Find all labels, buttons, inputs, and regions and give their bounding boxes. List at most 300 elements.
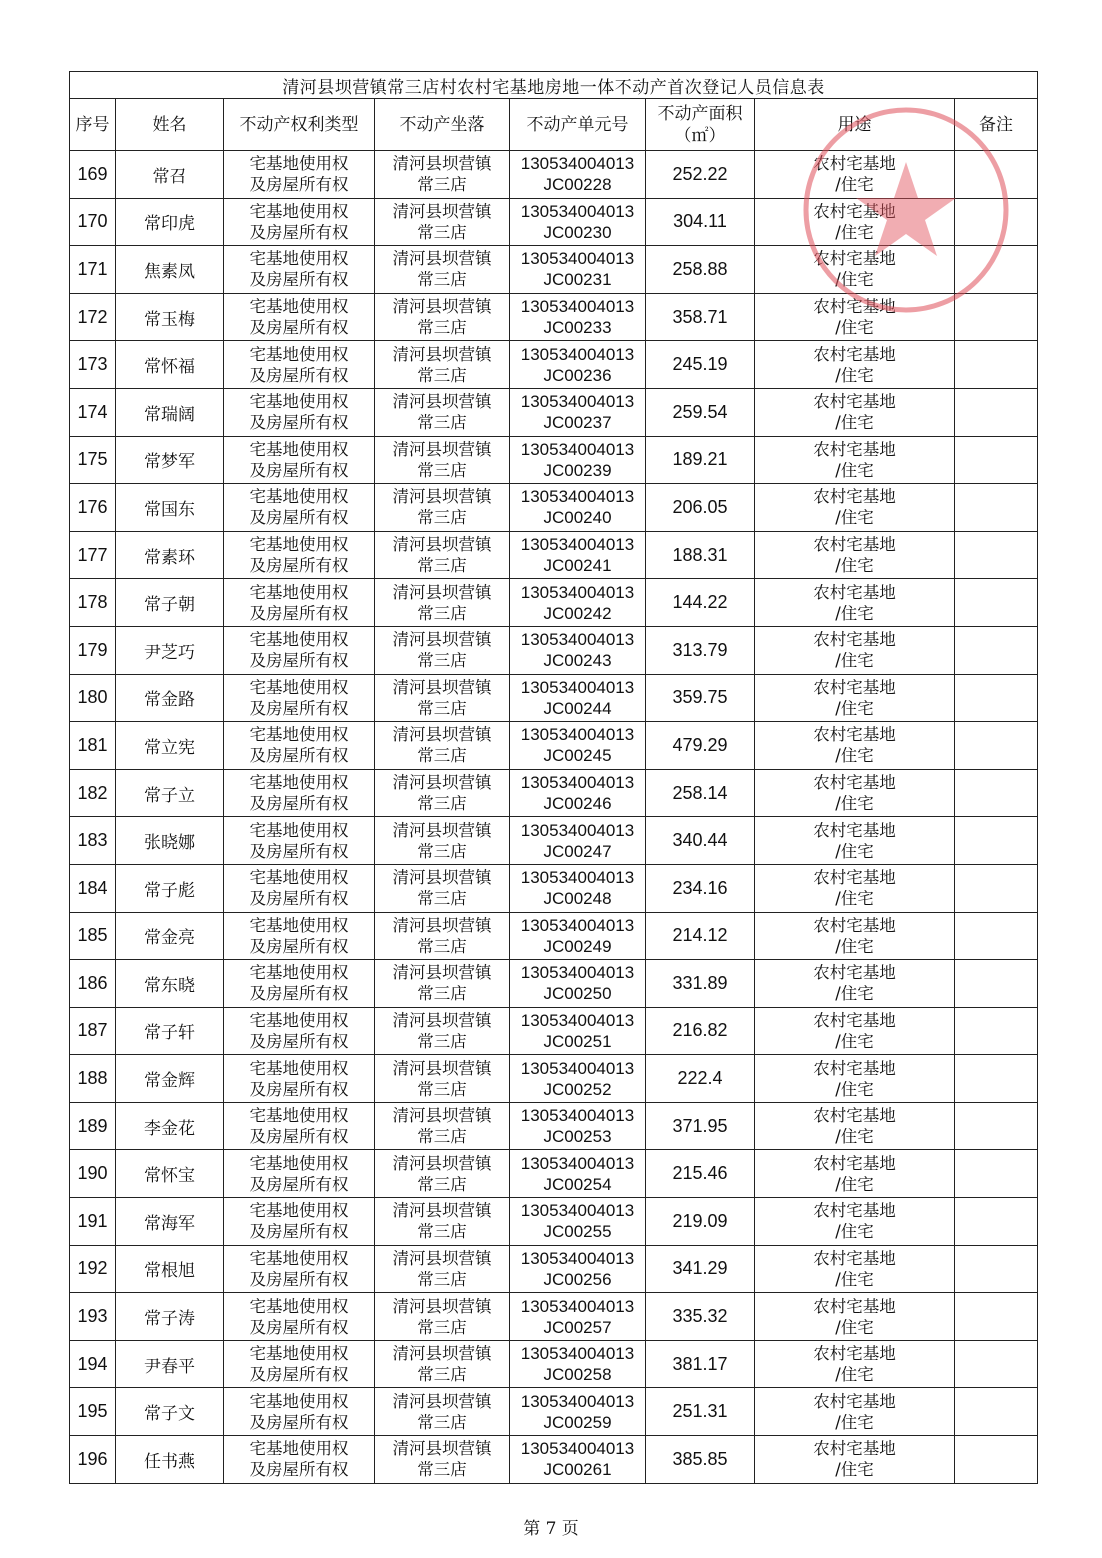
use-line2: /住宅 <box>835 1031 874 1051</box>
header-name: 姓名 <box>116 99 224 151</box>
cell-area: 219.09 <box>646 1198 755 1246</box>
location-line1: 清河县坝营镇 <box>392 439 492 459</box>
cell-seq: 178 <box>70 579 116 627</box>
cell-unit-no <box>510 293 646 341</box>
cell-location <box>375 246 510 294</box>
cell-name: 常瑞阔 <box>116 388 224 436</box>
cell-remark <box>955 1055 1038 1103</box>
cell-unit-no <box>510 1150 646 1198</box>
cell-unit-no <box>510 960 646 1008</box>
right-type-line2: 及房屋所有权 <box>249 365 349 385</box>
location-line2: 常三店 <box>417 841 467 861</box>
right-type-line1: 宅基地使用权 <box>249 915 349 935</box>
cell-seq: 181 <box>70 722 116 770</box>
cell-area: 206.05 <box>646 484 755 532</box>
use-line2: /住宅 <box>835 413 874 433</box>
unit-no-line1: 130534004013 <box>520 1296 635 1316</box>
cell-area: 245.19 <box>646 341 755 389</box>
use-line1: 农村宅基地 <box>813 487 896 507</box>
cell-seq: 192 <box>70 1245 116 1293</box>
cell-unit-no <box>510 1102 646 1150</box>
unit-no-line2: JC00242 <box>543 603 612 623</box>
cell-unit-no <box>510 864 646 912</box>
location-line1: 清河县坝营镇 <box>392 1106 492 1126</box>
cell-use <box>755 722 955 770</box>
location-line2: 常三店 <box>417 318 467 338</box>
cell-area: 313.79 <box>646 626 755 674</box>
cell-seq: 173 <box>70 341 116 389</box>
use-line1: 农村宅基地 <box>813 725 896 745</box>
unit-no-line2: JC00255 <box>543 1222 612 1242</box>
location-line1: 清河县坝营镇 <box>392 820 492 840</box>
cell-location <box>375 1245 510 1293</box>
cell-area: 371.95 <box>646 1102 755 1150</box>
cell-name: 尹芝巧 <box>116 626 224 674</box>
cell-use <box>755 1102 955 1150</box>
cell-right-type <box>224 1245 375 1293</box>
cell-name: 常素环 <box>116 531 224 579</box>
cell-seq: 171 <box>70 246 116 294</box>
table-row <box>70 341 1038 389</box>
right-type-line2: 及房屋所有权 <box>249 413 349 433</box>
use-line2: /住宅 <box>835 841 874 861</box>
right-type-line1: 宅基地使用权 <box>249 1201 349 1221</box>
cell-area: 258.88 <box>646 246 755 294</box>
cell-use <box>755 626 955 674</box>
right-type-line1: 宅基地使用权 <box>249 249 349 269</box>
use-line2: /住宅 <box>835 889 874 909</box>
cell-seq: 195 <box>70 1388 116 1436</box>
right-type-line1: 宅基地使用权 <box>249 1058 349 1078</box>
cell-area: 214.12 <box>646 912 755 960</box>
right-type-line1: 宅基地使用权 <box>249 439 349 459</box>
use-line1: 农村宅基地 <box>813 439 896 459</box>
cell-name: 常怀宝 <box>116 1150 224 1198</box>
cell-unit-no <box>510 817 646 865</box>
location-line1: 清河县坝营镇 <box>392 1058 492 1078</box>
right-type-line2: 及房屋所有权 <box>249 984 349 1004</box>
location-line2: 常三店 <box>417 936 467 956</box>
unit-no-line1: 130534004013 <box>520 249 635 269</box>
location-line2: 常三店 <box>417 460 467 480</box>
unit-no-line1: 130534004013 <box>520 344 635 364</box>
location-line2: 常三店 <box>417 794 467 814</box>
cell-location <box>375 1007 510 1055</box>
cell-area: 335.32 <box>646 1293 755 1341</box>
cell-unit-no <box>510 388 646 436</box>
cell-name: 常子彪 <box>116 864 224 912</box>
table-row <box>70 246 1038 294</box>
table-row <box>70 1436 1038 1484</box>
table-row <box>70 674 1038 722</box>
cell-use <box>755 960 955 1008</box>
right-type-line2: 及房屋所有权 <box>249 1222 349 1242</box>
right-type-line2: 及房屋所有权 <box>249 1079 349 1099</box>
cell-area: 144.22 <box>646 579 755 627</box>
right-type-line2: 及房屋所有权 <box>249 1365 349 1385</box>
right-type-line1: 宅基地使用权 <box>249 1296 349 1316</box>
cell-location <box>375 1150 510 1198</box>
right-type-line1: 宅基地使用权 <box>249 1248 349 1268</box>
right-type-line1: 宅基地使用权 <box>249 201 349 221</box>
cell-area: 222.4 <box>646 1055 755 1103</box>
cell-remark <box>955 531 1038 579</box>
cell-remark <box>955 1340 1038 1388</box>
use-line1: 农村宅基地 <box>813 773 896 793</box>
cell-name: 常国东 <box>116 484 224 532</box>
right-type-line2: 及房屋所有权 <box>249 222 349 242</box>
unit-no-line2: JC00253 <box>543 1127 612 1147</box>
use-line2: /住宅 <box>835 1460 874 1480</box>
cell-right-type <box>224 674 375 722</box>
header-use: 用途 <box>755 99 955 151</box>
unit-no-line2: JC00250 <box>543 984 612 1004</box>
cell-right-type <box>224 388 375 436</box>
right-type-line1: 宅基地使用权 <box>249 725 349 745</box>
location-line2: 常三店 <box>417 508 467 528</box>
cell-right-type <box>224 960 375 1008</box>
use-line2: /住宅 <box>835 1412 874 1432</box>
cell-name: 李金花 <box>116 1102 224 1150</box>
unit-no-line2: JC00239 <box>543 460 612 480</box>
cell-seq: 174 <box>70 388 116 436</box>
cell-right-type <box>224 484 375 532</box>
unit-no-line2: JC00261 <box>543 1460 612 1480</box>
unit-no-line2: JC00228 <box>543 175 612 195</box>
cell-use <box>755 864 955 912</box>
cell-remark <box>955 341 1038 389</box>
location-line2: 常三店 <box>417 1460 467 1480</box>
table-row <box>70 436 1038 484</box>
use-line1: 农村宅基地 <box>813 535 896 555</box>
right-type-line1: 宅基地使用权 <box>249 630 349 650</box>
cell-remark <box>955 1198 1038 1246</box>
cell-unit-no <box>510 151 646 199</box>
cell-location <box>375 436 510 484</box>
location-line2: 常三店 <box>417 222 467 242</box>
cell-remark <box>955 1007 1038 1055</box>
location-line2: 常三店 <box>417 651 467 671</box>
cell-right-type <box>224 1055 375 1103</box>
unit-no-line2: JC00248 <box>543 889 612 909</box>
unit-no-line2: JC00240 <box>543 508 612 528</box>
cell-use <box>755 198 955 246</box>
use-line2: /住宅 <box>835 556 874 576</box>
cell-remark <box>955 579 1038 627</box>
cell-right-type <box>224 1102 375 1150</box>
table-row <box>70 198 1038 246</box>
use-line2: /住宅 <box>835 460 874 480</box>
right-type-line2: 及房屋所有权 <box>249 175 349 195</box>
cell-name: 常东晓 <box>116 960 224 1008</box>
cell-area: 358.71 <box>646 293 755 341</box>
location-line1: 清河县坝营镇 <box>392 630 492 650</box>
unit-no-line1: 130534004013 <box>520 1058 635 1078</box>
cell-seq: 170 <box>70 198 116 246</box>
cell-area: 188.31 <box>646 531 755 579</box>
location-line1: 清河县坝营镇 <box>392 1201 492 1221</box>
cell-unit-no <box>510 674 646 722</box>
unit-no-line2: JC00241 <box>543 556 612 576</box>
cell-unit-no <box>510 1245 646 1293</box>
use-line1: 农村宅基地 <box>813 344 896 364</box>
use-line2: /住宅 <box>835 746 874 766</box>
location-line2: 常三店 <box>417 175 467 195</box>
location-line1: 清河县坝营镇 <box>392 1344 492 1364</box>
location-line1: 清河县坝营镇 <box>392 1391 492 1411</box>
cell-remark <box>955 1388 1038 1436</box>
location-line2: 常三店 <box>417 413 467 433</box>
right-type-line2: 及房屋所有权 <box>249 1317 349 1337</box>
cell-right-type <box>224 436 375 484</box>
use-line1: 农村宅基地 <box>813 915 896 935</box>
cell-right-type <box>224 1340 375 1388</box>
cell-use <box>755 388 955 436</box>
right-type-line2: 及房屋所有权 <box>249 508 349 528</box>
right-type-line1: 宅基地使用权 <box>249 1106 349 1126</box>
right-type-line1: 宅基地使用权 <box>249 820 349 840</box>
table-row <box>70 1388 1038 1436</box>
table-row <box>70 484 1038 532</box>
cell-seq: 175 <box>70 436 116 484</box>
unit-no-line2: JC00245 <box>543 746 612 766</box>
cell-remark <box>955 960 1038 1008</box>
unit-no-line1: 130534004013 <box>520 487 635 507</box>
unit-no-line1: 130534004013 <box>520 820 635 840</box>
location-line2: 常三店 <box>417 698 467 718</box>
cell-name: 任书燕 <box>116 1436 224 1484</box>
use-line2: /住宅 <box>835 651 874 671</box>
cell-remark <box>955 1150 1038 1198</box>
cell-remark <box>955 674 1038 722</box>
cell-right-type <box>224 912 375 960</box>
right-type-line1: 宅基地使用权 <box>249 154 349 174</box>
use-line1: 农村宅基地 <box>813 249 896 269</box>
cell-right-type <box>224 341 375 389</box>
cell-seq: 194 <box>70 1340 116 1388</box>
unit-no-line2: JC00243 <box>543 651 612 671</box>
cell-use <box>755 484 955 532</box>
location-line1: 清河县坝营镇 <box>392 963 492 983</box>
location-line2: 常三店 <box>417 1031 467 1051</box>
cell-name: 常梦军 <box>116 436 224 484</box>
use-line1: 农村宅基地 <box>813 1010 896 1030</box>
table-title: 清河县坝营镇常三店村农村宅基地房地一体不动产首次登记人员信息表 <box>70 72 1038 99</box>
use-line1: 农村宅基地 <box>813 868 896 888</box>
cell-area: 331.89 <box>646 960 755 1008</box>
location-line1: 清河县坝营镇 <box>392 773 492 793</box>
cell-location <box>375 579 510 627</box>
use-line1: 农村宅基地 <box>813 1248 896 1268</box>
unit-no-line2: JC00254 <box>543 1174 612 1194</box>
table-row <box>70 722 1038 770</box>
use-line1: 农村宅基地 <box>813 1153 896 1173</box>
cell-use <box>755 1150 955 1198</box>
cell-right-type <box>224 151 375 199</box>
cell-area: 385.85 <box>646 1436 755 1484</box>
cell-use <box>755 531 955 579</box>
location-line2: 常三店 <box>417 1127 467 1147</box>
cell-location <box>375 912 510 960</box>
unit-no-line1: 130534004013 <box>520 1153 635 1173</box>
location-line2: 常三店 <box>417 270 467 290</box>
use-line2: /住宅 <box>835 984 874 1004</box>
cell-area: 216.82 <box>646 1007 755 1055</box>
cell-name: 尹春平 <box>116 1340 224 1388</box>
right-type-line2: 及房屋所有权 <box>249 270 349 290</box>
cell-seq: 183 <box>70 817 116 865</box>
cell-use <box>755 817 955 865</box>
right-type-line2: 及房屋所有权 <box>249 651 349 671</box>
table-row <box>70 626 1038 674</box>
header-seq: 序号 <box>70 99 116 151</box>
cell-name: 常印虎 <box>116 198 224 246</box>
cell-seq: 190 <box>70 1150 116 1198</box>
header-row <box>70 99 1038 151</box>
unit-no-line2: JC00259 <box>543 1412 612 1432</box>
use-line1: 农村宅基地 <box>813 1106 896 1126</box>
cell-remark <box>955 1436 1038 1484</box>
location-line1: 清河县坝营镇 <box>392 154 492 174</box>
header-unit-no: 不动产单元号 <box>510 99 646 151</box>
cell-unit-no <box>510 626 646 674</box>
cell-use <box>755 436 955 484</box>
use-line1: 农村宅基地 <box>813 201 896 221</box>
cell-location <box>375 293 510 341</box>
location-line1: 清河县坝营镇 <box>392 535 492 555</box>
header-remark: 备注 <box>955 99 1038 151</box>
cell-seq: 189 <box>70 1102 116 1150</box>
right-type-line2: 及房屋所有权 <box>249 1174 349 1194</box>
right-type-line2: 及房屋所有权 <box>249 698 349 718</box>
cell-area: 479.29 <box>646 722 755 770</box>
cell-location <box>375 1102 510 1150</box>
cell-remark <box>955 1293 1038 1341</box>
right-type-line1: 宅基地使用权 <box>249 963 349 983</box>
cell-unit-no <box>510 246 646 294</box>
use-line1: 农村宅基地 <box>813 1344 896 1364</box>
right-type-line2: 及房屋所有权 <box>249 1127 349 1147</box>
use-line2: /住宅 <box>835 936 874 956</box>
cell-area: 215.46 <box>646 1150 755 1198</box>
use-line1: 农村宅基地 <box>813 297 896 317</box>
cell-use <box>755 579 955 627</box>
unit-no-line1: 130534004013 <box>520 963 635 983</box>
cell-location <box>375 1436 510 1484</box>
unit-no-line2: JC00230 <box>543 222 612 242</box>
cell-right-type <box>224 531 375 579</box>
use-line2: /住宅 <box>835 603 874 623</box>
location-line2: 常三店 <box>417 1079 467 1099</box>
cell-right-type <box>224 817 375 865</box>
right-type-line1: 宅基地使用权 <box>249 1344 349 1364</box>
cell-seq: 191 <box>70 1198 116 1246</box>
use-line1: 农村宅基地 <box>813 1439 896 1459</box>
cell-name: 常玉梅 <box>116 293 224 341</box>
cell-location <box>375 674 510 722</box>
right-type-line2: 及房屋所有权 <box>249 746 349 766</box>
cell-remark <box>955 864 1038 912</box>
cell-use <box>755 1436 955 1484</box>
right-type-line2: 及房屋所有权 <box>249 936 349 956</box>
cell-location <box>375 531 510 579</box>
location-line1: 清河县坝营镇 <box>392 392 492 412</box>
unit-no-line2: JC00246 <box>543 794 612 814</box>
unit-no-line1: 130534004013 <box>520 1391 635 1411</box>
unit-no-line1: 130534004013 <box>520 725 635 745</box>
unit-no-line1: 130534004013 <box>520 392 635 412</box>
cell-location <box>375 341 510 389</box>
location-line1: 清河县坝营镇 <box>392 1010 492 1030</box>
cell-right-type <box>224 293 375 341</box>
location-line1: 清河县坝营镇 <box>392 487 492 507</box>
right-type-line2: 及房屋所有权 <box>249 1412 349 1432</box>
cell-right-type <box>224 579 375 627</box>
table-row <box>70 1293 1038 1341</box>
cell-right-type <box>224 1388 375 1436</box>
cell-name: 常子朝 <box>116 579 224 627</box>
unit-no-line2: JC00244 <box>543 698 612 718</box>
cell-right-type <box>224 246 375 294</box>
cell-seq: 185 <box>70 912 116 960</box>
cell-location <box>375 722 510 770</box>
table-row <box>70 1055 1038 1103</box>
cell-unit-no <box>510 1293 646 1341</box>
cell-right-type <box>224 722 375 770</box>
cell-seq: 176 <box>70 484 116 532</box>
cell-unit-no <box>510 341 646 389</box>
right-type-line1: 宅基地使用权 <box>249 1153 349 1173</box>
cell-unit-no <box>510 1007 646 1055</box>
right-type-line1: 宅基地使用权 <box>249 297 349 317</box>
unit-no-line2: JC00251 <box>543 1031 612 1051</box>
use-line2: /住宅 <box>835 1269 874 1289</box>
location-line1: 清河县坝营镇 <box>392 249 492 269</box>
cell-remark <box>955 722 1038 770</box>
table-row <box>70 293 1038 341</box>
cell-area: 341.29 <box>646 1245 755 1293</box>
unit-no-line1: 130534004013 <box>520 154 635 174</box>
unit-no-line1: 130534004013 <box>520 915 635 935</box>
unit-no-line2: JC00256 <box>543 1269 612 1289</box>
cell-right-type <box>224 769 375 817</box>
right-type-line2: 及房屋所有权 <box>249 1269 349 1289</box>
cell-remark <box>955 293 1038 341</box>
use-line2: /住宅 <box>835 1222 874 1242</box>
cell-location <box>375 484 510 532</box>
cell-location <box>375 1388 510 1436</box>
cell-name: 张晓娜 <box>116 817 224 865</box>
cell-name: 常金辉 <box>116 1055 224 1103</box>
right-type-line1: 宅基地使用权 <box>249 392 349 412</box>
location-line2: 常三店 <box>417 1365 467 1385</box>
cell-area: 234.16 <box>646 864 755 912</box>
location-line2: 常三店 <box>417 1269 467 1289</box>
location-line1: 清河县坝营镇 <box>392 1153 492 1173</box>
cell-name: 常子涛 <box>116 1293 224 1341</box>
use-line2: /住宅 <box>835 1174 874 1194</box>
cell-area: 189.21 <box>646 436 755 484</box>
unit-no-line2: JC00257 <box>543 1317 612 1337</box>
unit-no-line1: 130534004013 <box>520 582 635 602</box>
use-line1: 农村宅基地 <box>813 630 896 650</box>
cell-use <box>755 912 955 960</box>
unit-no-line1: 130534004013 <box>520 1201 635 1221</box>
cell-area: 259.54 <box>646 388 755 436</box>
cell-remark <box>955 151 1038 199</box>
cell-use <box>755 293 955 341</box>
cell-seq: 182 <box>70 769 116 817</box>
